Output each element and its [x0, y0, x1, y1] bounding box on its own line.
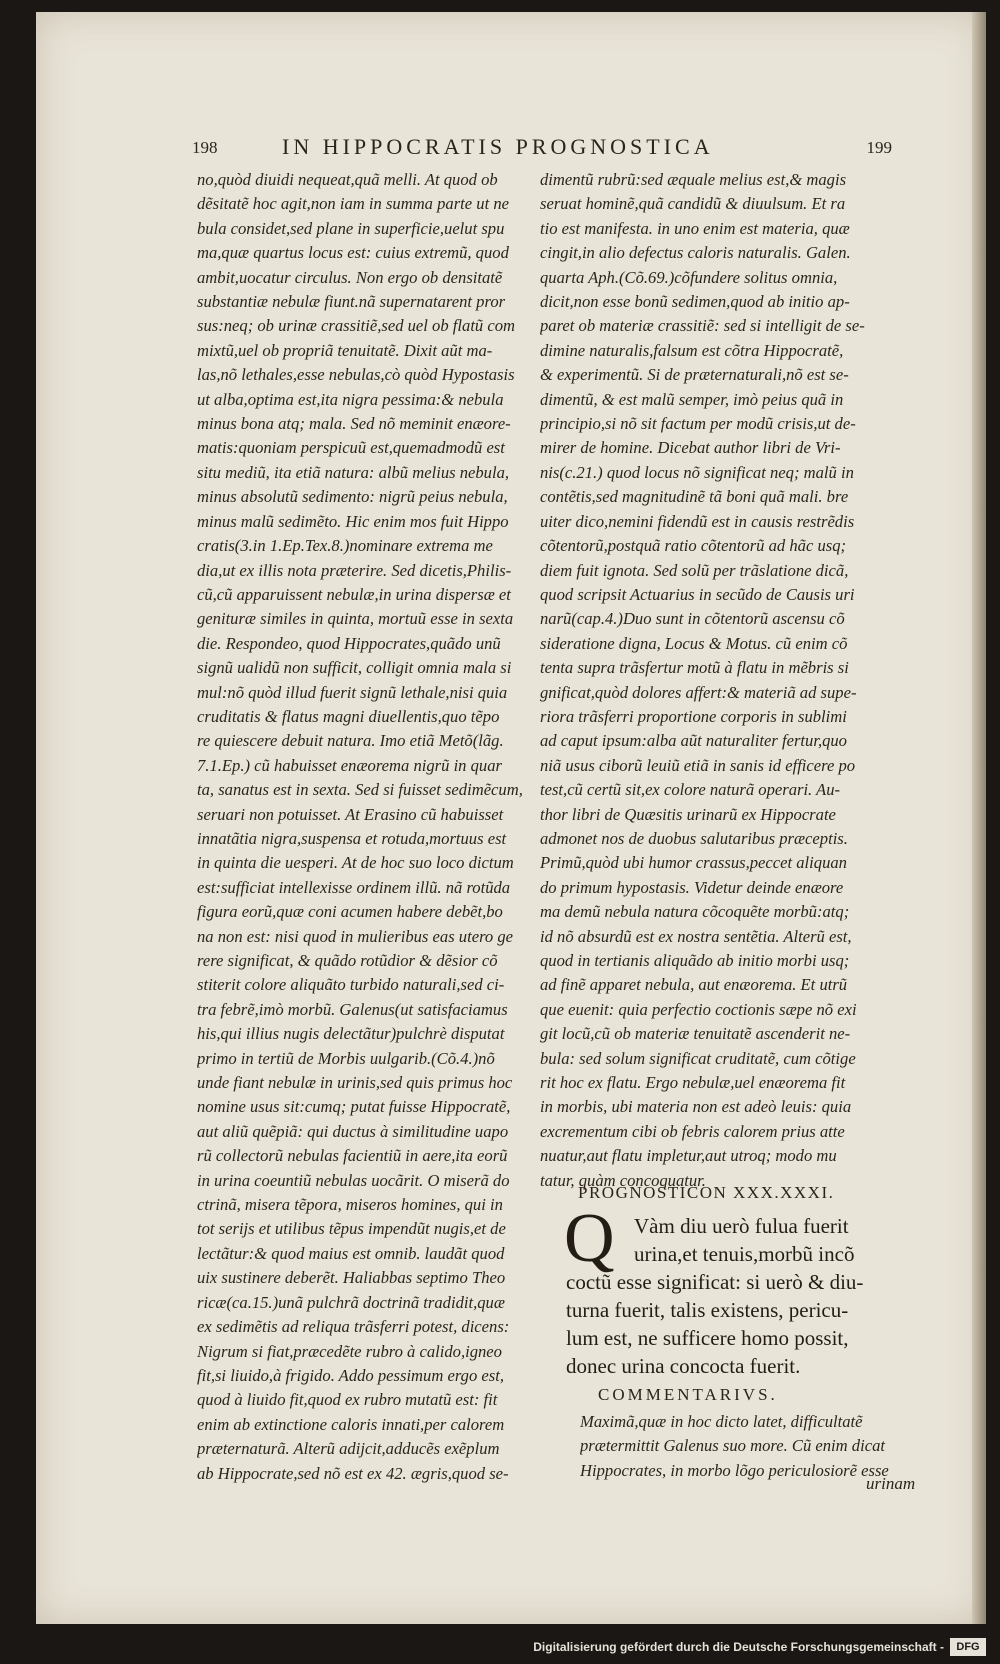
text-line: excrementum cibi ob febris calorem prius atte: [540, 1121, 845, 1141]
text-line: paret ob materiæ crassitiẽ: sed si intelligit de se-: [540, 316, 865, 336]
text-line: Hippocrates, in morbo lõgo periculosiorẽ esse: [580, 1460, 889, 1480]
text-line: tra febrẽ,imò morbũ. Galenus(ut satisfaciamus: [197, 999, 508, 1019]
text-line: thor libri de Quæsitis urinarũ ex Hippocrate: [540, 804, 836, 824]
text-line: ricæ(ca.15.)unã pulchrã doctrinã tradidit,quæ: [197, 1292, 505, 1312]
text-line: unde fiant nebulæ in urinis,sed quis primus hoc: [197, 1073, 513, 1093]
text-line: primo in tertiũ de Morbis uulgarib.(Cõ.4.)nõ: [197, 1048, 495, 1068]
text-line: seruat hominẽ,quã candidũ & diuulsum. Et ra: [540, 194, 846, 214]
text-line: Nigrum si fiat,præcedẽte rubro à calido,igneo: [197, 1341, 502, 1361]
text-line: mul:nõ quòd illud fuerit signũ lethale,nisi quia: [197, 682, 508, 702]
commentary-heading: COMMENTARIVS.: [598, 1385, 778, 1404]
text-line: cruditatis & flatus magni diuellentis,quo tẽpo: [197, 706, 500, 726]
text-line: dimentũ, & est malũ semper, imò peius quã in: [540, 389, 844, 409]
text-line: rit hoc ex flatu. Ergo nebulæ,uel enæorema fit: [540, 1073, 846, 1093]
text-line: Primũ,quòd ubi humor crassus,peccet aliquan: [540, 853, 847, 873]
text-line: seruari non potuisset. At Erasino cũ habuisset: [197, 804, 504, 824]
text-line: ad finẽ apparet nebula, aut enæorema. Et utrũ: [540, 975, 848, 995]
text-line: Vàm diu uerò fulua fuerit: [634, 1214, 849, 1238]
text-line: dicit,non esse bonũ sedimen,quod ab initio ap-: [540, 292, 850, 312]
text-line: cratis(3.in 1.Ep.Tex.8.)nominare extrema me: [197, 536, 493, 556]
text-line: gnificat,quòd dolores affert:& materiã ad supe-: [540, 682, 857, 702]
text-line: sideratione digna, Locus & Motus. cũ enim cõ: [540, 633, 848, 653]
text-line: ctrinã, misera tẽpora, miseros homines, qui in: [197, 1195, 503, 1215]
aphorism-text: [564, 1200, 896, 1380]
text-line: urina,et tenuis,morbũ incõ: [634, 1242, 855, 1266]
running-header: [192, 134, 892, 164]
text-line: principio,si nõ sit factum per modũ crisis,ut de-: [540, 414, 856, 434]
text-line: in quinta die uesperi. At de hoc suo loco dictum: [197, 853, 514, 873]
text-line: in urina coeuntiũ nebulas uocãrit. O miserã do: [197, 1170, 510, 1190]
text-line: stiterit colore aliquãto turbido naturali,sed ci-: [197, 975, 505, 995]
text-line: na non est: nisi quod in mulieribus eas utero ge: [197, 926, 514, 946]
text-line: minus malũ sedimẽto. Hic enim mos fuit Hippo: [197, 511, 509, 531]
text-line: ma,quæ quartus locus est: cuius extremũ, quod: [197, 243, 509, 263]
page-edge: [972, 12, 986, 1624]
text-line: las,nõ lethales,esse nebulas,cò quòd Hypostasis: [197, 365, 515, 385]
text-line: fit,si liuido,à frigido. Addo pessimum ergo est,: [197, 1365, 504, 1385]
text-line: & experimentũ. Si de præternaturali,nõ est se-: [540, 365, 849, 385]
text-line: genituræ similes in quinta, mortuũ esse in sexta: [197, 609, 514, 629]
text-line: diem fuit ignota. Sed solũ per trãslatione dicã,: [540, 560, 849, 580]
text-line: contẽtis,sed magnitudinẽ tã boni quã mali. bre: [540, 487, 849, 507]
text-line: cũ,cũ apparuissent nebulæ,in urina dispersæ et: [197, 584, 511, 604]
text-line: prætermittit Galenus suo more. Cũ enim dicat: [580, 1436, 885, 1456]
text-line: re quiescere debuit natura. Imo etiã Metõ(lãg.: [197, 731, 504, 751]
text-line: tatur, quàm concoquatur.: [540, 1170, 706, 1190]
text-line: admonet nos de duobus salutaribus præceptis.: [540, 828, 848, 848]
text-line: tot serijs et utilibus tẽpus impendũt nugis,et de: [197, 1219, 506, 1239]
text-line: rũ collectorũ nebulas facientiũ in aere,ita eorũ: [197, 1146, 508, 1166]
text-line: ad caput ipsum:alba aũt naturaliter fertur,quo: [540, 731, 847, 751]
text-line: cõtentorũ,postquã ratio cõtentorũ ad hãc usq;: [540, 536, 847, 556]
text-line: quod à liuido fit,quod ex rubro mutatũ est: fit: [197, 1390, 498, 1410]
text-line: his,qui illius nugis delectãtur)pulchrè disputat: [197, 1024, 505, 1044]
text-line: coctũ esse significat: si uerò & diu-: [566, 1270, 864, 1294]
text-line: ut alba,optima est,ita nigra pessima:& nebula: [197, 389, 504, 409]
text-line: cingit,in alio defectus caloris naturalis. Galen.: [540, 243, 851, 263]
text-line: dimentũ rubrũ:sed æquale melius est,& magis: [540, 170, 847, 189]
text-line: git locũ,cũ ob materiæ tenuitatẽ ascenderit ne-: [540, 1024, 851, 1044]
text-line: tio est manifesta. in uno enim est materia, quæ: [540, 218, 850, 238]
text-line: minus absolutũ sedimento: nigrũ peius nebula,: [197, 487, 508, 507]
text-line: 7.1.Ep.) cũ habuisset enæorema nigrũ in quar: [197, 755, 502, 775]
text-line: nomine usus sit:cumq; putat fuisse Hippocratẽ,: [197, 1097, 511, 1117]
text-line: præternaturã. Alterũ adijcit,adducẽs exẽplum: [197, 1439, 500, 1459]
left-column: [197, 168, 542, 1486]
text-line: ab Hippocrate,sed nõ est ex 42. ægris,quod se-: [197, 1463, 509, 1483]
text-line: narũ(cap.4.)Duo sunt in cõtentorũ ascensu cõ: [540, 609, 845, 629]
text-line: ta, sanatus est in sexta. Sed si fuisset sedimẽcum,: [197, 780, 523, 800]
text-line: rere significat, & quãdo rotũdior & dẽsior cõ: [197, 951, 498, 970]
text-line: do primum hypostasis. Videtur deinde enæore: [540, 877, 844, 897]
text-line: est:sufficiat intellexisse ordinem illũ. nã rotũda: [197, 877, 511, 897]
text-line: uix sustinere deberẽt. Haliabbas septimo Theo: [197, 1268, 506, 1288]
text-line: Maximã,quæ in hoc dicto latet, difficultatẽ: [580, 1412, 863, 1431]
text-line: dimine naturalis,falsum est cõtra Hippocratẽ,: [540, 340, 844, 360]
text-line: lum est, ne sufficere homo possit,: [566, 1326, 849, 1350]
text-line: situ mediũ, ita etiã natura: albũ melius nebula,: [197, 462, 510, 482]
text-line: figura eorũ,quæ coni acumen habere debẽt,bo: [197, 902, 503, 922]
text-line: nuatur,aut flatu impletur,aut utroq; modo mu: [540, 1146, 837, 1166]
text-line: in morbis, ubi materia non est adeò leuis: quia: [540, 1097, 852, 1117]
text-line: sus:neq; ob urinæ crassitiẽ,sed uel ob flatũ com: [197, 316, 516, 336]
text-line: innatãtia nigra,suspensa et rotuda,mortuus est: [197, 828, 507, 848]
section-title: PROGNOSTICON XXX.XXXI.: [578, 1183, 835, 1202]
catchword: urinam: [866, 1474, 916, 1493]
running-title: IN HIPPOCRATIS PROGNOSTICA: [282, 134, 714, 159]
text-line: quod in tertianis aliquãdo ab initio morbi usq;: [540, 951, 850, 970]
right-column: [540, 168, 885, 1193]
text-line: quarta Aph.(Cõ.69.)cõfundere solitus omnia,: [540, 267, 838, 287]
text-line: die. Respondeo, quod Hippocrates,quãdo unũ: [197, 633, 501, 653]
text-line: quod scripsit Actuarius in secũdo de Causis uri: [540, 584, 855, 604]
text-line: ex sedimẽtis ad reliqua trãsferri potest, dicens:: [197, 1317, 510, 1337]
text-line: bula: sed solum significat cruditatẽ, cum cõtige: [540, 1048, 856, 1068]
text-line: uiter dico,nemini fidendũ est in causis restrẽdis: [540, 511, 855, 531]
text-line: lectãtur:& quod maius est omnib. laudãt quod: [197, 1243, 505, 1263]
commentary-text: [580, 1410, 910, 1483]
text-line: tenta supra trãsfertur motũ à flatu in mẽbris si: [540, 658, 849, 678]
text-line: no,quòd diuidi nequeat,quã melli. At quod ob: [197, 170, 498, 189]
text-line: dia,ut ex illis nota præterire. Sed dicetis,Philis-: [197, 560, 512, 580]
text-line: riora trãsferri proportione corporis in sublimi: [540, 706, 847, 726]
text-line: dẽsitatẽ hoc agit,non iam in summa parte ut ne: [197, 194, 510, 214]
text-line: mixtũ,uel ob propriã tenuitatẽ. Dixit aũt ma-: [197, 340, 493, 360]
text-line: matis:quoniam perspicuũ est,quemadmodũ est: [197, 438, 505, 458]
text-line: aut aliũ quẽpiã: qui ductus à similitudine uapo: [197, 1121, 509, 1141]
text-line: ambit,uocatur circulus. Non ergo ob densitatẽ: [197, 267, 503, 287]
drop-capital: Q: [564, 1200, 615, 1277]
text-line: id nõ absurdũ est ex nostra sentẽtia. Alterũ est,: [540, 926, 852, 946]
footer-bar: [0, 1632, 1000, 1664]
text-line: mirer de homine. Dicebat author libri de Vri-: [540, 438, 841, 458]
text-line: test,cũ certũ sit,ex colore naturã operari. Au-: [540, 780, 841, 800]
page-number-right: 199: [866, 138, 892, 157]
text-line: substantiæ nebulæ fiunt.nã supernatarent pror: [197, 292, 506, 312]
text-line: minus bona atq; mala. Sed nõ meminit enæore-: [197, 414, 511, 434]
text-line: niã usus ciborũ leuiũ etiã in sanis id efficere po: [540, 755, 856, 775]
text-line: donec urina concocta fuerit.: [566, 1354, 801, 1378]
text-line: ma demũ nebula natura cõcoquẽte morbũ:atq;: [540, 902, 850, 922]
text-line: signũ ualidũ non sufficit, colligit omnia mala si: [197, 658, 512, 678]
text-line: que euenit: quia perfectio coctionis sæpe nõ exi: [540, 999, 857, 1019]
dfg-logo: DFG: [950, 1638, 986, 1656]
text-line: nis(c.21.) quod locus nõ significat neq; malũ in: [540, 462, 854, 482]
text-line: turna fuerit, talis existens, pericu-: [566, 1298, 849, 1322]
text-line: bula considet,sed plane in superficie,uelut spu: [197, 218, 505, 238]
page-number-left: 198: [192, 138, 218, 157]
text-line: enim ab extinctione caloris innati,per calorem: [197, 1414, 505, 1434]
footer-credit: Digitalisierung gefördert durch die Deutsche Forschungsgemeinschaft -: [533, 1640, 944, 1654]
